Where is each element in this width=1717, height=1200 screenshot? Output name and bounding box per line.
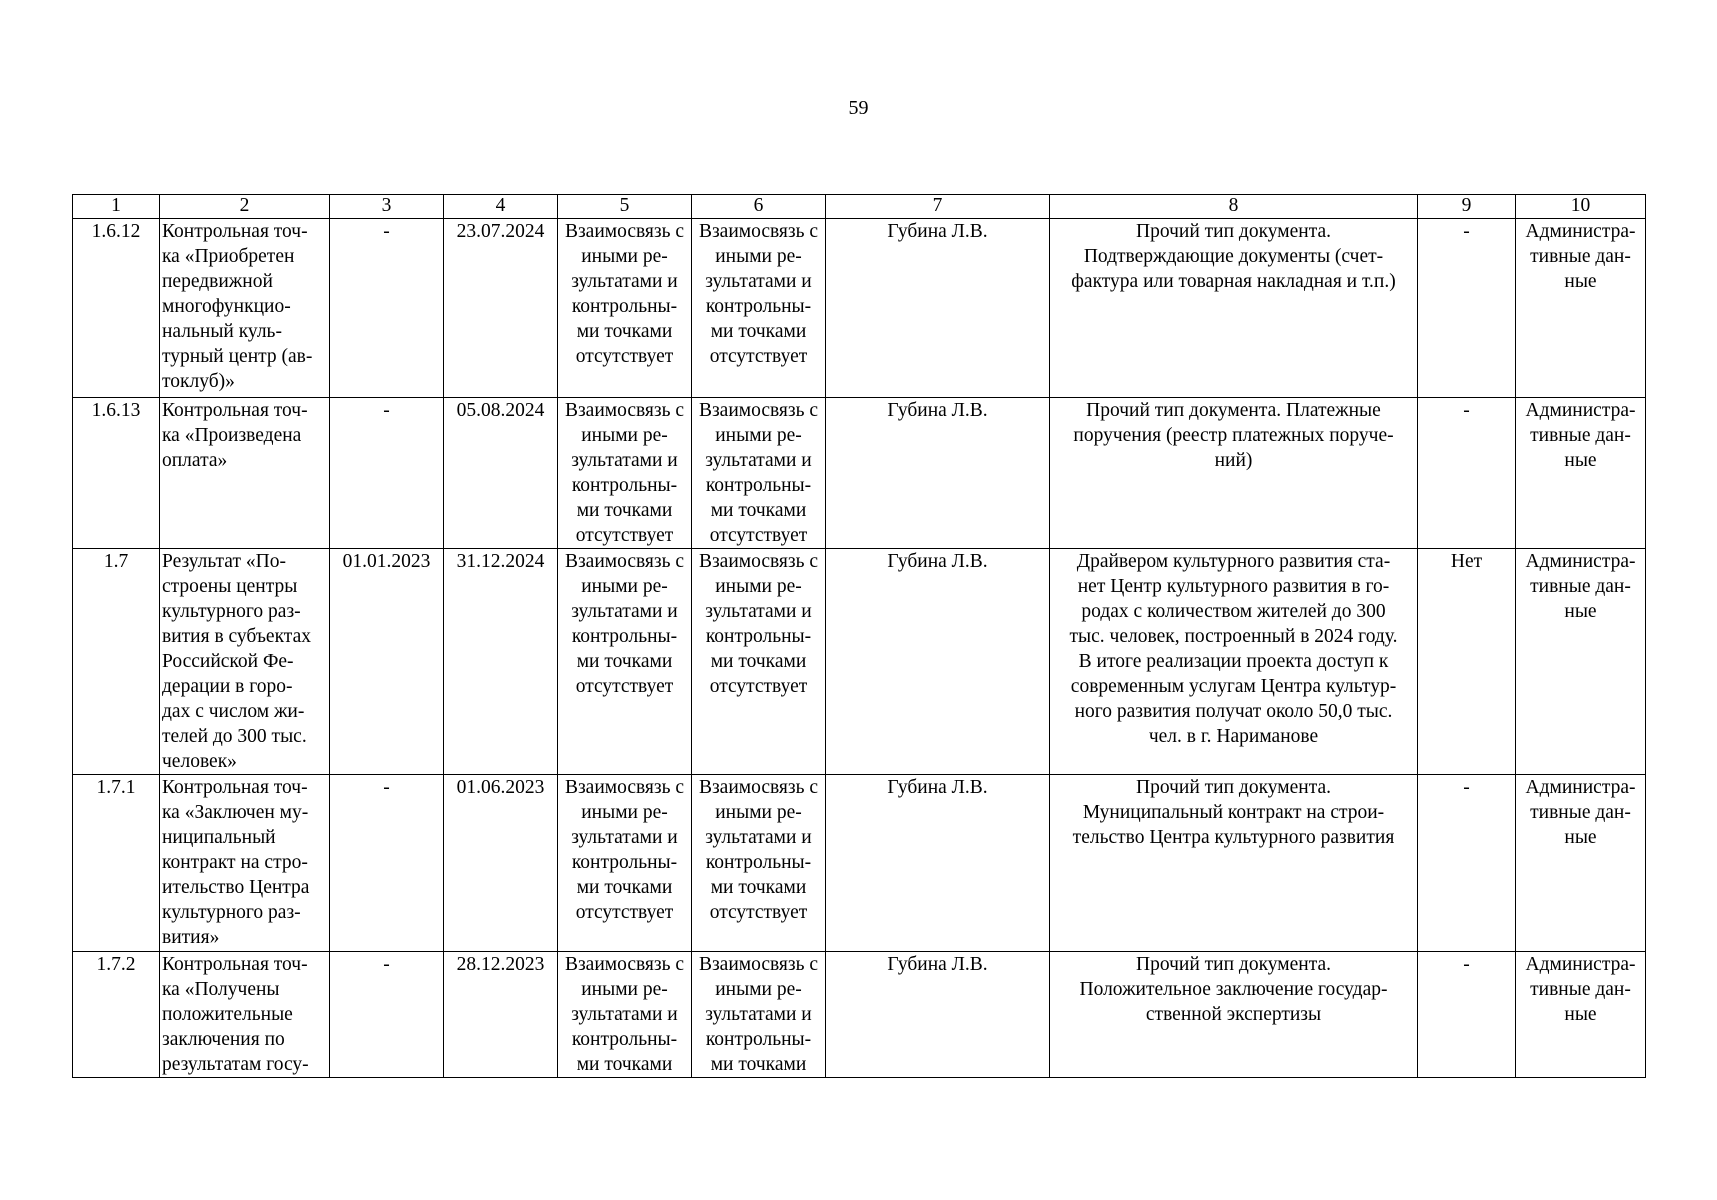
info-system-cell: - [1418, 398, 1516, 549]
column-header-2: 2 [160, 195, 330, 219]
table-row [73, 549, 1646, 775]
column-header-7: 7 [826, 195, 1050, 219]
source-cell: Администра- тивные дан- ные [1516, 775, 1646, 952]
responsible-cell: Губина Л.В. [826, 775, 1050, 952]
end-date-cell: 28.12.2023 [444, 952, 558, 1078]
column-header-10: 10 [1516, 195, 1646, 219]
row-number-cell: 1.7.1 [73, 775, 160, 952]
row-number-cell: 1.7 [73, 549, 160, 775]
document-cell: Прочий тип документа. Платежные поручения (реестр платежных поруче- ний) [1050, 398, 1418, 549]
successor-link-cell: Взаимосвязь с иными ре- зультатами и контрольны- ми точками отсутствует [692, 398, 826, 549]
document-cell: Прочий тип документа. Подтверждающие документы (счет- фактура или товарная накладная и т.п.) [1050, 219, 1418, 398]
predecessor-link-cell: Взаимосвязь с иными ре- зультатами и контрольны- ми точками отсутствует [558, 775, 692, 952]
predecessor-link-cell: Взаимосвязь с иными ре- зультатами и контрольны- ми точками отсутствует [558, 219, 692, 398]
end-date-cell: 23.07.2024 [444, 219, 558, 398]
row-number-cell: 1.7.2 [73, 952, 160, 1078]
start-date-cell: - [330, 952, 444, 1078]
column-header-9: 9 [1418, 195, 1516, 219]
name-cell: Контрольная точ- ка «Получены положительные заключения по результатам госу- [160, 952, 330, 1078]
source-cell: Администра- тивные дан- ные [1516, 219, 1646, 398]
start-date-cell: - [330, 219, 444, 398]
name-cell: Контрольная точ- ка «Приобретен передвижной многофункцио- нальный куль- турный центр (ав- токлуб)» [160, 219, 330, 398]
successor-link-cell: Взаимосвязь с иными ре- зультатами и контрольны- ми точками отсутствует [692, 775, 826, 952]
info-system-cell: Нет [1418, 549, 1516, 775]
document-table [72, 194, 1646, 1078]
document-cell: Прочий тип документа. Положительное заключение государ- ственной экспертизы [1050, 952, 1418, 1078]
name-cell: Контрольная точ- ка «Заключен му- ниципальный контракт на стро- ительство Центра культурного раз- вития» [160, 775, 330, 952]
column-header-8: 8 [1050, 195, 1418, 219]
column-header-3: 3 [330, 195, 444, 219]
page-number: 59 [848, 97, 869, 119]
table-row [73, 952, 1646, 1078]
name-cell: Контрольная точ- ка «Произведена оплата» [160, 398, 330, 549]
successor-link-cell: Взаимосвязь с иными ре- зультатами и контрольны- ми точками [692, 952, 826, 1078]
predecessor-link-cell: Взаимосвязь с иными ре- зультатами и контрольны- ми точками отсутствует [558, 398, 692, 549]
source-cell: Администра- тивные дан- ные [1516, 549, 1646, 775]
predecessor-link-cell: Взаимосвязь с иными ре- зультатами и контрольны- ми точками [558, 952, 692, 1078]
responsible-cell: Губина Л.В. [826, 219, 1050, 398]
column-header-6: 6 [692, 195, 826, 219]
column-header-5: 5 [558, 195, 692, 219]
successor-link-cell: Взаимосвязь с иными ре- зультатами и контрольны- ми точками отсутствует [692, 549, 826, 775]
end-date-cell: 01.06.2023 [444, 775, 558, 952]
table-row [73, 219, 1646, 398]
column-header-4: 4 [444, 195, 558, 219]
header-row [73, 195, 1646, 219]
start-date-cell: 01.01.2023 [330, 549, 444, 775]
table-row [73, 775, 1646, 952]
row-number-cell: 1.6.13 [73, 398, 160, 549]
responsible-cell: Губина Л.В. [826, 952, 1050, 1078]
info-system-cell: - [1418, 775, 1516, 952]
column-header-1: 1 [73, 195, 160, 219]
document-cell: Драйвером культурного развития ста- нет Центр культурного развития в го- родах с количеством жителей до 300 тыс. человек, построенный в 2024 году. В итоге реализации проекта доступ к современным услугам Центра культур- ного развития получат около 50,0 тыс. чел. в г. Нариманове [1050, 549, 1418, 775]
responsible-cell: Губина Л.В. [826, 398, 1050, 549]
successor-link-cell: Взаимосвязь с иными ре- зультатами и контрольны- ми точками отсутствует [692, 219, 826, 398]
end-date-cell: 31.12.2024 [444, 549, 558, 775]
name-cell: Результат «По- строены центры культурного раз- вития в субъектах Российской Фе- дерации в горо- дах с числом жи- телей до 300 тыс. человек» [160, 549, 330, 775]
start-date-cell: - [330, 398, 444, 549]
source-cell: Администра- тивные дан- ные [1516, 398, 1646, 549]
responsible-cell: Губина Л.В. [826, 549, 1050, 775]
info-system-cell: - [1418, 219, 1516, 398]
info-system-cell: - [1418, 952, 1516, 1078]
predecessor-link-cell: Взаимосвязь с иными ре- зультатами и контрольны- ми точками отсутствует [558, 549, 692, 775]
source-cell: Администра- тивные дан- ные [1516, 952, 1646, 1078]
table-row [73, 398, 1646, 549]
start-date-cell: - [330, 775, 444, 952]
end-date-cell: 05.08.2024 [444, 398, 558, 549]
document-cell: Прочий тип документа. Муниципальный контракт на строи- тельство Центра культурного развития [1050, 775, 1418, 952]
row-number-cell: 1.6.12 [73, 219, 160, 398]
